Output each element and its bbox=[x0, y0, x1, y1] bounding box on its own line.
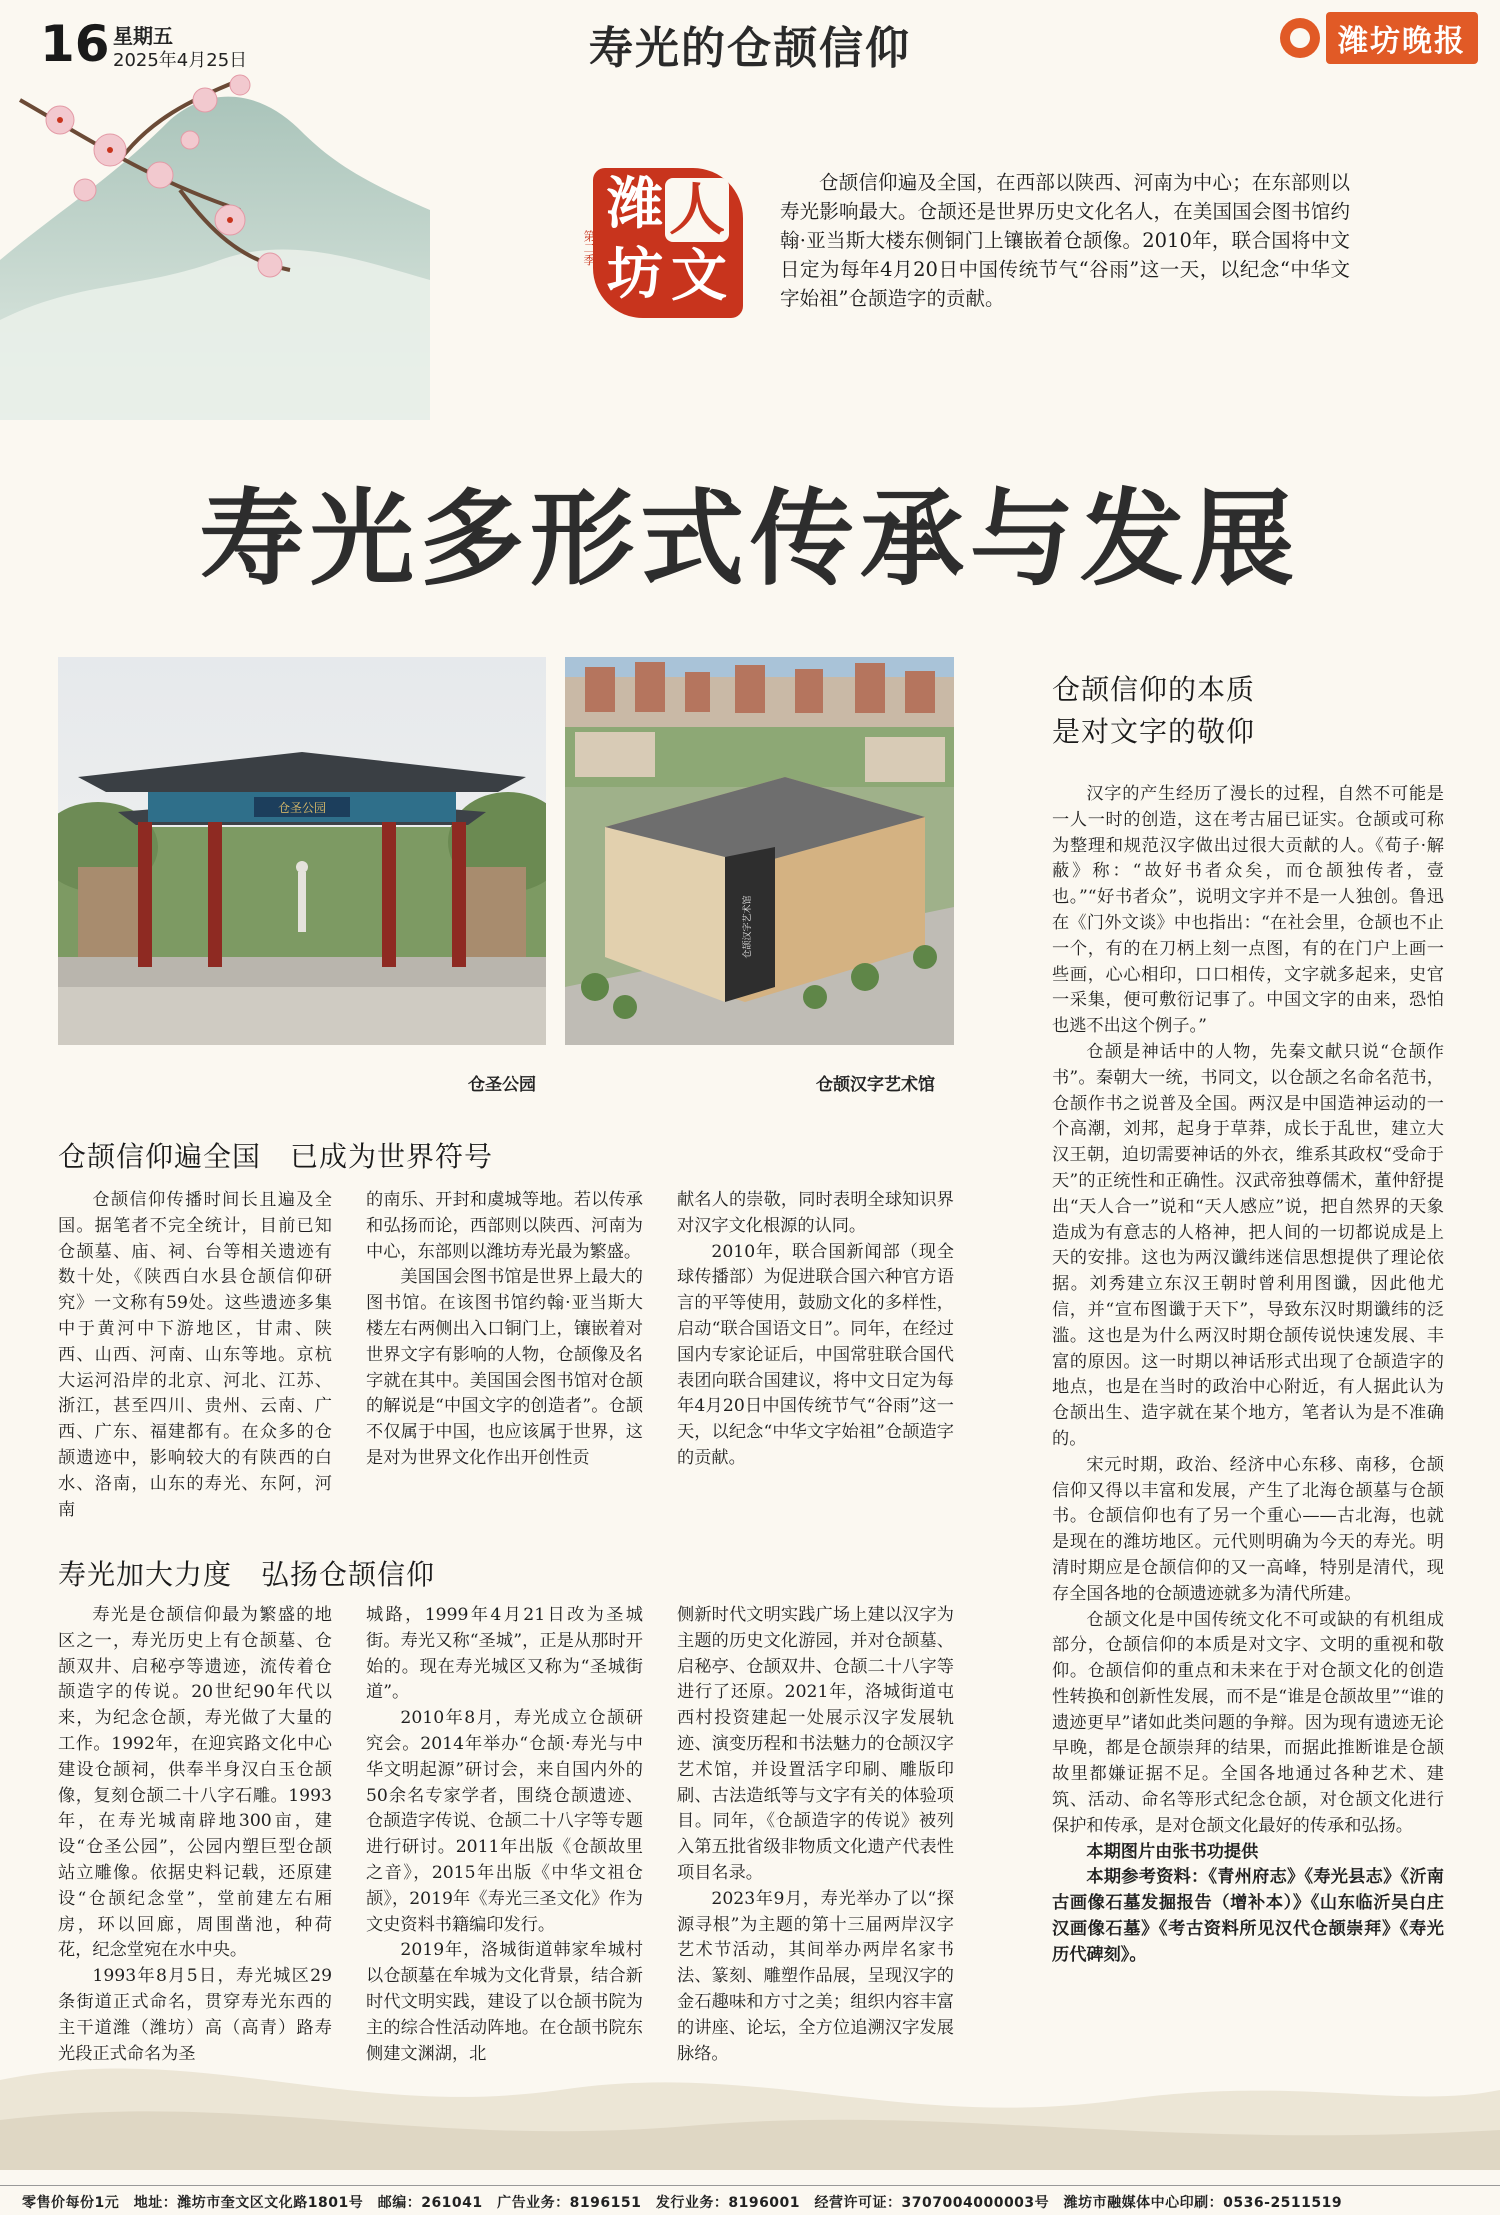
seal-subtitle: 第二季 bbox=[582, 230, 596, 266]
photo1-caption: 仓圣公园 bbox=[468, 1075, 536, 1095]
page-number: 16 bbox=[40, 15, 110, 73]
paragraph: 仓颉是神话中的人物，先秦文献只说“仓颉作书”。秦朝大一统，书同文，以仓颉之名命名范书，仓颉作书之说普及全国。两汉是中国造神运动的一个高潮，刘邦，起身于草莽，成长于乱世，建立大汉王朝，迫切需要神话的外衣，维系其政权“受命于天”的正统性和正确性。汉武帝独尊儒术，董仲舒提出“天人合一”说和“天人感应”说，把自然界的天象造成为有意志的人格神，把人间的一切都说成是上天的安排。这也为两汉谶纬迷信思想提供了理论依据。刘秀建立东汉王朝时曾利用图谶，因此他尤信，并“宣布图谶于天下”，导致东汉时期谶纬的泛滥。这也是为什么两汉时期仓颉传说快速发展、丰富的原因。这一时期以神话形式出现了仓颉造字的地点，也是在当时的政治中心附近，有人据此认为仓颉出生、造字就在某个地方，笔者认为是不准确的。 bbox=[1052, 1041, 1444, 1449]
paragraph: 宋元时期，政治、经济中心东移、南移，仓颉信仰又得以丰富和发展，产生了北海仓颉墓与仓颉书。仓颉信仰也有了另一个重心——古北海，也就是现在的潍坊地区。元代则明确为今天的寿光。明清时期应是仓颉信仰的又一高峰，特别是清代，现存全国各地的仓颉遗迹就多为清代所建。 bbox=[1052, 1454, 1444, 1604]
paragraph: 仓颉文化是中国传统文化不可或缺的有机组成部分，仓颉信仰的本质是对文字、文明的重视和敬仰。仓颉信仰的重点和未来在于对仓颉文化的创造性转换和创新性发展，而不是“谁是仓颉故里”“谁的遗迹更早”诸如此类问题的争辩。因为现有遗迹无论早晚，都是仓颉崇拜的结果，而据此推断谁是仓颉故里都嫌证据不足。全国各地通过各种艺术、建筑、活动、命名等形式纪念仓颉，对仓颉文化进行保护和传承，是对仓颉文化最好的传承和弘扬。 bbox=[1052, 1609, 1444, 1836]
masthead-logo bbox=[1280, 14, 1478, 62]
paragraph: 2023年9月，寿光举办了以“探源寻根”为主题的第十三届两岸汉字艺术节活动，其间举办两岸名家书法、篆刻、雕塑作品展，呈现汉字的金石趣味和方寸之美；组织内容丰富的讲座、论坛，全方位追溯汉字发展脉络。 bbox=[677, 1888, 954, 2064]
seal-char: 坊 bbox=[607, 241, 663, 307]
paragraph: 寿光是仓颉信仰最为繁盛的地区之一，寿光历史上有仓颉墓、仓颉双井、启秘亭等遗迹，流传着仓颉造字的传说。20世纪90年代以来，为纪念仓颉，寿光做了大量的工作。1992年，在迎宾路文化中心建设仓颉祠，供奉半身汉白玉仓颉像，复刻仓颉二十八字石雕。1993年，在寿光城南辟地300亩，建设“仓圣公园”，公园内塑巨型仓颉站立雕像。依据史料记载，还原建设“仓颉纪念堂”，堂前建左右厢房，环以回廊，周围凿池，种荷花，纪念堂宛在水中央。 bbox=[58, 1605, 332, 1961]
masthead-name: 潍坊晚报 bbox=[1326, 12, 1478, 64]
photo2-caption: 仓颉汉字艺术馆 bbox=[816, 1075, 935, 1095]
paragraph: 侧新时代文明实践广场上建以汉字为主题的历史文化游园，并对仓颉墓、启秘亭、仓颉双井、仓颉二十八字等进行了还原。2021年，洛城街道屯西村投资建起一处展示汉字发展轨迹、演变历程和书法魅力的仓颉汉字艺术馆，并设置活字印刷、雕版印刷、古法造纸等与文字有关的体验项目。同年，《仓颉造字的传说》被列入第五批省级非物质文化遗产代表性项目名录。 bbox=[677, 1605, 954, 1883]
section1-heading: 仓颉信仰遍全国 已成为世界符号 bbox=[58, 1140, 494, 1173]
paragraph: 城路，1999年4月21日改为圣城街。寿光又称“圣城”，正是从那时开始的。现在寿光城区又称为“圣城街道”。 bbox=[366, 1605, 643, 1703]
paragraph: 仓颉信仰传播时间长且遍及全国。据笔者不完全统计，目前已知仓颉墓、庙、祠、台等相关遗迹有数十处，《陕西白水县仓颉信仰研究》一文称有59处。这些遗迹多集中于黄河中下游地区，甘肃、陕西、山西、河南、山东等地。京杭大运河沿岸的北京、河北、江苏、浙江，甚至四川、贵州、云南、广西、广东、福建都有。在众多的仓颉遗迹中，影响较大的有陕西的白水、洛南，山东的寿光、东阿，河南 bbox=[58, 1190, 332, 1520]
side-heading-line1: 仓颉信仰的本质 bbox=[1052, 673, 1256, 706]
gate-plaque-text: 仓圣公园 bbox=[277, 801, 327, 815]
paragraph: 汉字的产生经历了漫长的过程，自然不可能是一人一时的创造，这在考古届已证实。仓颉或可称为整理和规范汉字做出过很大贡献的人。《荀子·解蔽》称：“故好书者众矣，而仓颉独传者，壹也。”“好书者众”，说明文字并不是一人独创。鲁迅在《门外文谈》中也指出：“在社会里，仓颉也不止一个，有的在刀柄上刻一点图，有的在门户上画一些画，心心相印，口口相传，文字就多起来，史官一采集，便可敷衍记事了。中国文字的由来，恐怕也逃不出这个例子。” bbox=[1052, 784, 1444, 1037]
photo-cangsheng-park-gate bbox=[58, 657, 546, 1045]
section2-heading: 寿光加大力度 弘扬仓颉信仰 bbox=[58, 1558, 436, 1591]
section2-column-3 bbox=[677, 1603, 954, 2067]
seal-char: 潍 bbox=[607, 171, 663, 237]
section2-column-1 bbox=[58, 1603, 332, 2067]
column-seal bbox=[582, 160, 755, 330]
photo-cangjie-hanzi-museum bbox=[565, 657, 954, 1045]
main-headline: 寿光多形式传承与发展 bbox=[199, 478, 1300, 600]
seal-char: 文 bbox=[671, 243, 727, 309]
section1-column-2 bbox=[366, 1188, 643, 1472]
weekday: 星期五 bbox=[113, 24, 173, 48]
side-heading-line2: 是对文字的敬仰 bbox=[1052, 715, 1256, 748]
paragraph: 2010年8月，寿光成立仓颉研究会。2014年举办“仓颉·寿光与中华文明起源”研讨会，来自国内外的50余名专家学者，围绕仓颉遗迹、仓颉造字传说、仓颉二十八字等专题进行研讨。2011年出版《仓颉故里之音》，2015年出版《中华文祖仓颉》，2019年《寿光三圣文化》作为文史资料书籍编印发行。 bbox=[366, 1708, 643, 1935]
paragraph: 美国国会图书馆是世界上最大的图书馆。在该图书馆约翰·亚当斯大楼左右两侧出入口铜门上，镶嵌着对世界文字有影响的人物，仓颉像及名字就在其中。美国国会图书馆对仓颉的解说是“中国文字的创造者”。仓颉不仅属于中国，也应该属于世界，这是对为世界文化作出开创性贡 bbox=[366, 1267, 643, 1468]
issue-date: 2025年4月25日 bbox=[113, 50, 248, 71]
section1-column-3 bbox=[677, 1188, 954, 1472]
side-column bbox=[1052, 782, 1444, 1969]
decorative-blossom-mountain-art bbox=[0, 60, 430, 420]
paragraph: 1993年8月5日，寿光城区29条街道正式命名，贯穿寿光东西的主干道潍（潍坊）高（高青）路寿光段正式命名为圣 bbox=[58, 1966, 332, 2064]
footer-info: 零售价每份1元 地址：潍坊市奎文区文化路1801号 邮编：261041 广告业务：8196151 发行业务：8196001 经营许可证：3707004000003号 潍坊市融媒体中心印刷：0536-2511519 bbox=[22, 2195, 1343, 2211]
seal-char: 人 bbox=[665, 178, 729, 242]
paragraph: 2010年，联合国新闻部（现全球传播部）为促进联合国六种官方语言的平等使用，鼓励文化的多样性，启动“联合国语文日”。同年，在经过国内专家论证后，中国常驻联合国代表团向联合国建议，将中文日定为每年4月20日中国传统节气“谷雨”这一天，以纪念“中华文字始祖”仓颉造字的贡献。 bbox=[677, 1241, 954, 1468]
references: 本期参考资料：《青州府志》《寿光县志》《沂南古画像石墓发掘报告（增补本）》《山东临沂吴白庄汉画像石墓》《考古资料所见汉代仓颉崇拜》《寿光历代碑刻》。 bbox=[1052, 1867, 1444, 1965]
paragraph: 献名人的崇敬，同时表明全球知识界对汉字文化根源的认同。 bbox=[677, 1190, 954, 1236]
masthead-mark-icon bbox=[1280, 18, 1320, 58]
building-sign-text: 仓颉汉字艺术馆 bbox=[743, 895, 753, 959]
paragraph: 2019年，洛城街道韩家牟城村以仓颉墓在牟城为文化背景，结合新时代文明实践，建设了以仓颉书院为主的综合性活动阵地。在仓颉书院东侧建文渊湖，北 bbox=[366, 1940, 643, 2064]
intro-paragraph: 仓颉信仰遍及全国，在西部以陕西、河南为中心；在东部则以寿光影响最大。仓颉还是世界历史文化名人，在美国国会图书馆约翰·亚当斯大楼东侧铜门上镶嵌着仓颉像。2010年，联合国将中文日定为每年4月20日中国传统节气“谷雨”这一天，以纪念“中华文字始祖”仓颉造字的贡献。 bbox=[780, 171, 1350, 310]
section2-column-2 bbox=[366, 1603, 643, 2067]
section-title: 寿光的仓颉信仰 bbox=[589, 23, 911, 74]
photo-credit: 本期图片由张书功提供 bbox=[1086, 1841, 1259, 1862]
paragraph: 的南乐、开封和虞城等地。若以传承和弘扬而论，西部则以陕西、河南为中心，东部则以潍坊寿光最为繁盛。 bbox=[366, 1190, 643, 1262]
section1-column-1 bbox=[58, 1188, 332, 1523]
